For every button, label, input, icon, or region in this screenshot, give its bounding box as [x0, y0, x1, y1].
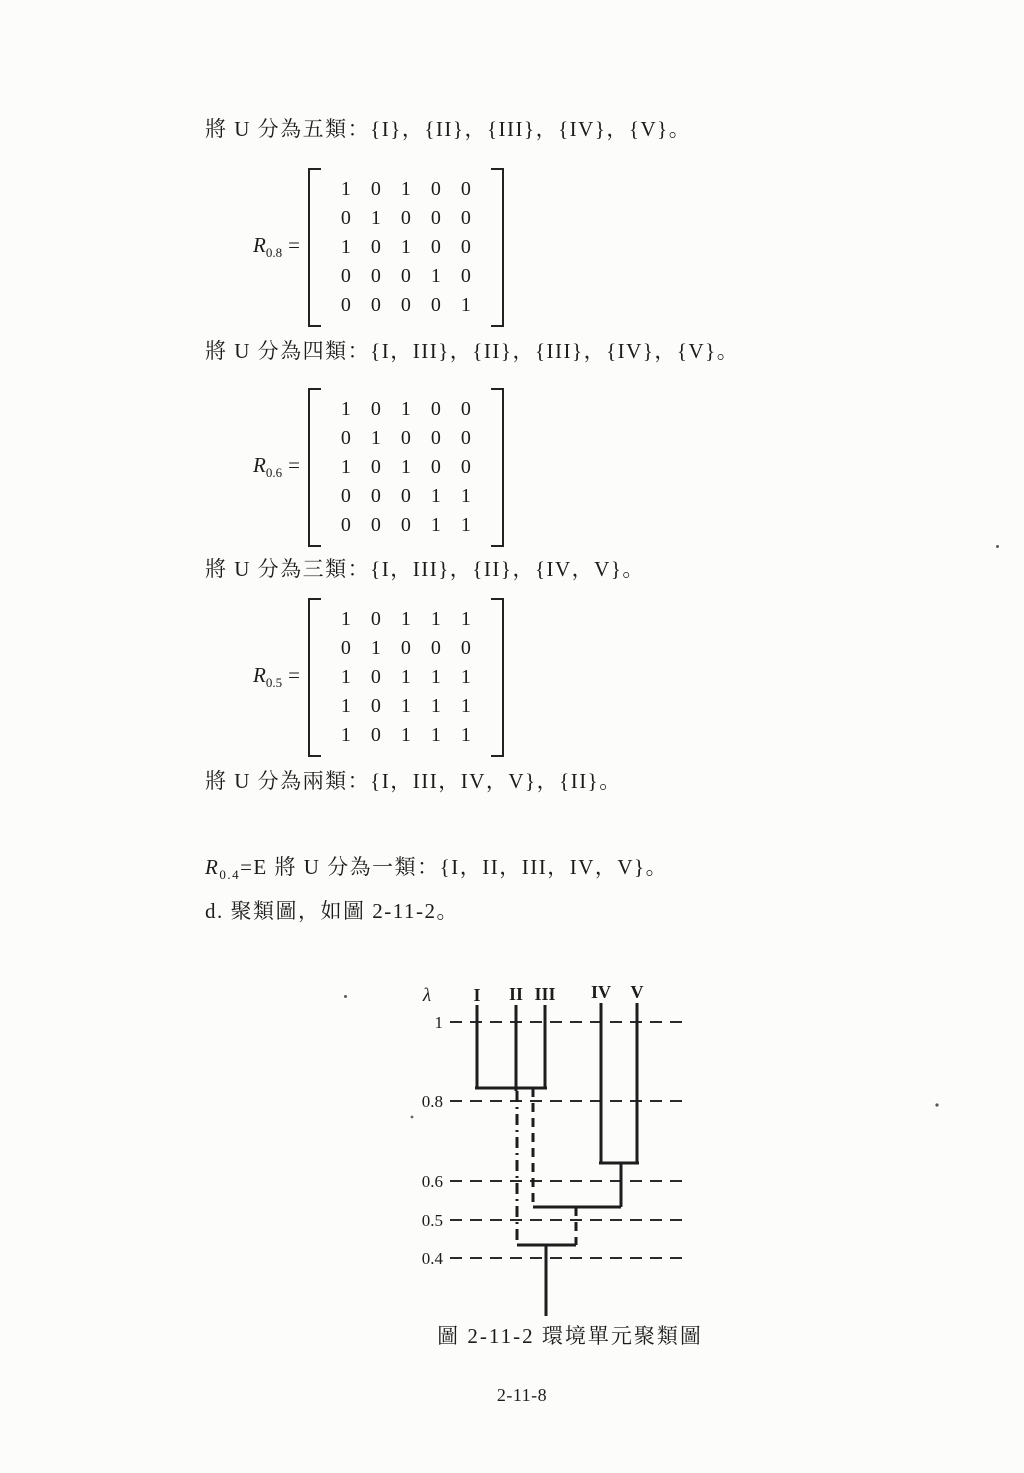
text-line-d-item: d. 聚類圖，如圖 2-11-2。	[205, 899, 459, 923]
matrix-cell: 1	[340, 724, 351, 746]
leaf-label-II: II	[508, 984, 524, 1004]
matrix-cell: 0	[340, 427, 351, 449]
matrix-cell: 0	[370, 294, 381, 316]
one-class-text: =E 將 U 分為一類：{I，II，III，IV，V}。	[240, 855, 669, 879]
matrix-r0-8-label: $R_{0.8}$ =	[253, 233, 300, 261]
matrix-cell: 1	[340, 456, 351, 478]
matrix-cell: 0	[400, 207, 411, 229]
text-line-three-classes: 將 U 分為三類：{I，III}，{II}，{IV，V}。	[205, 557, 645, 581]
matrix-cell: 0	[400, 514, 411, 536]
matrix-cell: 0	[460, 207, 471, 229]
matrix-cell: 0	[340, 265, 351, 287]
matrix-cell: 0	[370, 724, 381, 746]
matrix-cell: 0	[460, 637, 471, 659]
leaf-label-I: I	[473, 985, 481, 1005]
matrix-cell: 1	[400, 724, 411, 746]
matrix-r0-5	[253, 598, 504, 757]
matrix-cell: 0	[370, 514, 381, 536]
matrix-cell: 1	[460, 294, 471, 316]
left-bracket	[308, 388, 321, 547]
matrix-cell: 0	[340, 207, 351, 229]
figure-caption: 圖 2-11-2 環境單元聚類圖	[437, 1324, 703, 1348]
matrix-cell: 1	[460, 724, 471, 746]
leaf-label-V: V	[630, 982, 644, 1002]
tick-label-1: 1	[434, 1013, 443, 1032]
matrix-cell: 0	[370, 485, 381, 507]
matrix-r0-8-cells	[321, 168, 491, 327]
tick-label-0-8: 0.8	[421, 1092, 443, 1111]
r04-subscript: 0.4	[219, 867, 241, 883]
matrix-cell: 1	[340, 398, 351, 420]
matrix-cell: 1	[370, 637, 381, 659]
matrix-r0-6-label: $R_{0.6}$ =	[253, 453, 300, 481]
lambda-axis-label: λ	[422, 985, 432, 1006]
matrix-cell: 1	[340, 178, 351, 200]
matrix-cell: 1	[400, 178, 411, 200]
right-bracket	[491, 388, 504, 547]
matrix-cell: 0	[370, 236, 381, 258]
leaf-label-III: III	[534, 984, 556, 1004]
dendrogram-figure	[340, 975, 960, 1323]
matrix-cell: 1	[370, 427, 381, 449]
matrix-cell: 0	[370, 265, 381, 287]
matrix-cell: 0	[400, 294, 411, 316]
matrix-cell: 0	[430, 294, 441, 316]
matrix-cell: 1	[430, 608, 441, 630]
scan-speck	[344, 995, 347, 998]
matrix-cell: 1	[400, 456, 411, 478]
matrix-cell: 1	[340, 666, 351, 688]
text-line-four-classes: 將 U 分為四類：{I，III}，{II}，{III}，{IV}，{V}。	[205, 339, 740, 363]
matrix-cell: 0	[460, 398, 471, 420]
tick-label-0-6: 0.6	[421, 1172, 443, 1191]
matrix-cell: 1	[430, 514, 441, 536]
matrix-cell: 1	[400, 608, 411, 630]
matrix-cell: 0	[430, 637, 441, 659]
dendrogram-tree	[475, 1003, 639, 1316]
matrix-cell: 1	[400, 398, 411, 420]
matrix-cell: 1	[460, 485, 471, 507]
matrix-cell: 0	[400, 265, 411, 287]
matrix-cell: 1	[430, 265, 441, 287]
matrix-cell: 0	[460, 265, 471, 287]
text-line-one-class	[205, 854, 668, 888]
page-number: 2-11-8	[496, 1385, 548, 1405]
leaf-label-IV: IV	[590, 982, 612, 1002]
scan-speck	[935, 1103, 938, 1106]
lambda-gridlines	[450, 1022, 690, 1258]
matrix-cell: 0	[340, 637, 351, 659]
matrix-cell: 1	[430, 485, 441, 507]
text-line-five-classes: 將 U 分為五類：{I}，{II}，{III}，{IV}，{V}。	[205, 117, 692, 141]
matrix-cell: 0	[340, 294, 351, 316]
matrix-r0-6-cells	[321, 388, 491, 547]
matrix-cell: 1	[400, 236, 411, 258]
matrix-cell: 1	[400, 666, 411, 688]
matrix-cell: 0	[430, 236, 441, 258]
matrix-cell: 0	[430, 456, 441, 478]
matrix-cell: 1	[400, 695, 411, 717]
matrix-cell: 1	[460, 695, 471, 717]
matrix-cell: 0	[340, 485, 351, 507]
matrix-cell: 1	[430, 724, 441, 746]
matrix-cell: 0	[400, 427, 411, 449]
scan-speck	[411, 1116, 414, 1119]
right-bracket	[491, 168, 504, 327]
matrix-cell: 0	[370, 178, 381, 200]
matrix-cell: 1	[460, 608, 471, 630]
matrix-cell: 0	[370, 456, 381, 478]
matrix-cell: 0	[370, 666, 381, 688]
tick-label-0-5: 0.5	[421, 1211, 443, 1230]
matrix-cell: 1	[460, 666, 471, 688]
matrix-cell: 0	[370, 608, 381, 630]
matrix-cell: 0	[430, 427, 441, 449]
matrix-cell: 0	[430, 398, 441, 420]
text-line-two-classes: 將 U 分為兩類：{I，III，IV，V}，{II}。	[205, 769, 622, 793]
matrix-cell: 0	[400, 637, 411, 659]
matrix-cell: 1	[460, 514, 471, 536]
matrix-cell: 0	[460, 178, 471, 200]
matrix-r0-5-label: $R_{0.5}$ =	[253, 663, 300, 691]
matrix-r0-8	[253, 168, 504, 327]
matrix-cell: 1	[340, 236, 351, 258]
left-bracket	[308, 598, 321, 757]
matrix-cell: 0	[460, 456, 471, 478]
matrix-cell: 0	[400, 485, 411, 507]
matrix-r0-5-cells	[321, 598, 491, 757]
matrix-cell: 1	[430, 666, 441, 688]
matrix-cell: 0	[460, 236, 471, 258]
matrix-cell: 0	[460, 427, 471, 449]
matrix-cell: 0	[340, 514, 351, 536]
matrix-cell: 0	[430, 178, 441, 200]
tick-label-0-4: 0.4	[421, 1249, 443, 1268]
scan-speck	[996, 545, 999, 548]
matrix-cell: 1	[430, 695, 441, 717]
matrix-cell: 0	[370, 695, 381, 717]
matrix-cell: 0	[430, 207, 441, 229]
left-bracket	[308, 168, 321, 327]
right-bracket	[491, 598, 504, 757]
matrix-r0-6	[253, 388, 504, 547]
matrix-cell: 0	[370, 398, 381, 420]
matrix-cell: 1	[340, 608, 351, 630]
matrix-cell: 1	[340, 695, 351, 717]
matrix-cell: 1	[370, 207, 381, 229]
r04-symbol: R	[205, 855, 220, 879]
